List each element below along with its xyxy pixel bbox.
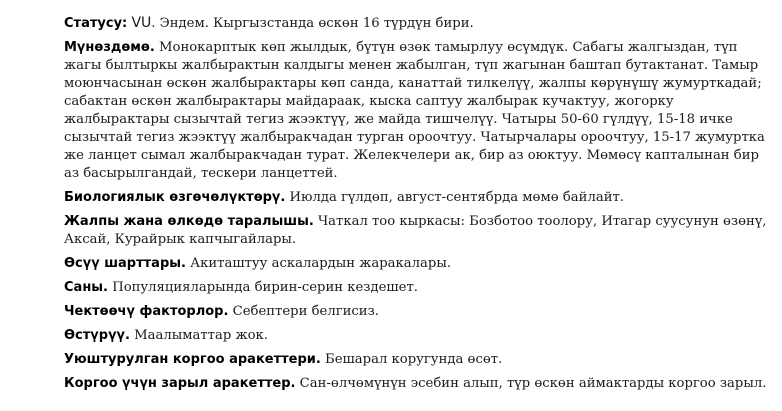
- limiting-factors-text: Себептери белгисиз.: [228, 304, 379, 319]
- habitat-paragraph: [64, 255, 770, 273]
- distribution-text: Чаткал тоо кыркасы: Бозботоо тоолору, Итагар суусунун өзөнү, Аксай, Курайрык капчыгайлары.: [64, 214, 767, 247]
- required-measures-label: Коргоо үчүн зарыл аракеттер.: [64, 376, 296, 391]
- abundance-label: Саны.: [64, 280, 108, 295]
- required-measures-text: Сан-өлчөмүнүн эсебин алып, түр өскөн аймактарды коргоо зарыл.: [295, 376, 767, 391]
- limiting-factors-label: Чектөөчү факторлор.: [64, 304, 229, 319]
- document-page: [64, 14, 770, 399]
- distribution-paragraph: [64, 213, 770, 249]
- protection-measures-label: Уюштурулган коргоо аракеттери.: [64, 352, 321, 367]
- description-text: Монокарптык көп жылдык, бүтүн өзөк тамырлуу өсүмдүк. Сабагы жалгыздан, түп жагы былтыркы жалбырактын калдыгы менен жабылган, түп жагынан баштап бутактанат. Тамыр моюнчасынан өскөн жалбырактары көп санда, канаттай тилкелүү, жалпы көрүнүшү жумурткадай; сабактан өскөн жалбырактары майдараак, кыска саптуу жалбырак кучактуу, жогорку жалбырактары сызычтай тегиз жээктүү, же майда тишчелүү. Чатыры 50-60 гүлдүү, 15-18 ичке сызычтай тегиз жээктүү жалбыракчадан турган ороочтуу. Чатырчалары ороочтуу, 15-17 жумуртка же ланцет сымал жалбыракчадан турат. Желекчелери ак, бир аз оюктуу. Мөмөсү капталынан бир аз басырылгандай, тескери ланцеттей.: [64, 40, 765, 181]
- protection-measures-text: Бешарал коругунда өсөт.: [320, 352, 503, 367]
- cultivation-text: Маалыматтар жок.: [129, 328, 268, 343]
- cultivation-label: Өстүрүү.: [64, 328, 130, 343]
- habitat-text: Акиташтуу аскалардын жаракалары.: [185, 256, 452, 271]
- status-text: . Эндем. Кыргызстанда өскөн 16 түрдүн бири.: [151, 16, 474, 31]
- description-paragraph: [64, 39, 770, 183]
- abundance-text: Популяцияларында бирин-серин кездешет.: [108, 280, 418, 295]
- description-label: Мүнөздөмө.: [64, 40, 155, 55]
- required-measures-paragraph: [64, 375, 770, 393]
- status-paragraph: [64, 14, 770, 33]
- biology-text: Июлда гүлдөп, август-сентябрда мөмө байлайт.: [285, 190, 624, 205]
- abundance-paragraph: [64, 279, 770, 297]
- cultivation-paragraph: [64, 327, 770, 345]
- biology-paragraph: [64, 189, 770, 207]
- status-label: Статусу:: [64, 16, 128, 31]
- biology-label: Биологиялык өзгөчөлүктөрү.: [64, 190, 286, 205]
- protection-measures-paragraph: [64, 351, 770, 369]
- limiting-factors-paragraph: [64, 303, 770, 321]
- distribution-label: Жалпы жана өлкөдө таралышы.: [64, 214, 314, 229]
- habitat-label: Өсүү шарттары.: [64, 256, 186, 271]
- status-code: VU: [131, 15, 152, 31]
